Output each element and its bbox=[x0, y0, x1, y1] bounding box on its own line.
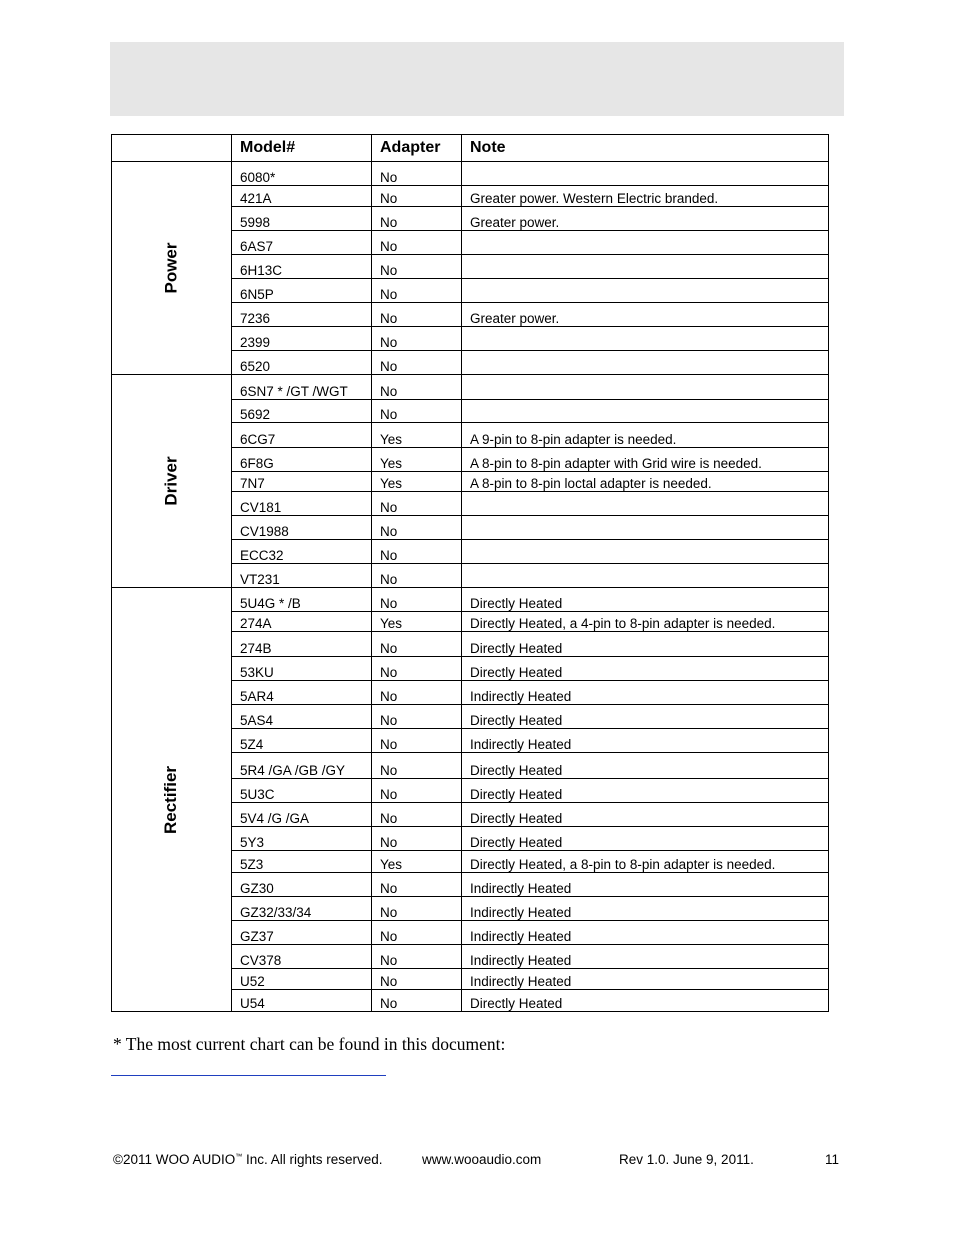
category-label: Driver bbox=[161, 456, 181, 506]
note-cell bbox=[462, 492, 829, 516]
adapter-cell: No bbox=[372, 207, 462, 231]
adapter-cell: No bbox=[372, 255, 462, 279]
model-cell: 6520 bbox=[232, 351, 372, 375]
adapter-cell: No bbox=[372, 657, 462, 681]
category-cell bbox=[112, 588, 232, 1012]
note-cell bbox=[462, 231, 829, 255]
note-cell: A 9-pin to 8-pin adapter is needed. bbox=[462, 423, 829, 448]
model-cell: 5U4G * /B bbox=[232, 588, 372, 612]
model-cell: VT231 bbox=[232, 564, 372, 588]
copyright-suffix: Inc. All rights reserved. bbox=[242, 1152, 383, 1167]
page-number: 11 bbox=[825, 1152, 840, 1167]
adapter-cell: Yes bbox=[372, 472, 462, 492]
note-cell: Directly Heated bbox=[462, 657, 829, 681]
adapter-cell: Yes bbox=[372, 423, 462, 448]
adapter-cell: No bbox=[372, 351, 462, 375]
model-cell: 6H13C bbox=[232, 255, 372, 279]
model-cell: 274A bbox=[232, 612, 372, 632]
note-cell bbox=[462, 400, 829, 423]
adapter-cell: No bbox=[372, 873, 462, 897]
note-cell: Greater power. bbox=[462, 303, 829, 327]
model-cell: 5Z3 bbox=[232, 851, 372, 873]
note-cell bbox=[462, 327, 829, 351]
header-band bbox=[110, 42, 844, 116]
model-cell: U54 bbox=[232, 990, 372, 1012]
category-cell bbox=[112, 162, 232, 375]
model-cell: GZ37 bbox=[232, 921, 372, 945]
note-cell bbox=[462, 255, 829, 279]
note-cell: A 8-pin to 8-pin loctal adapter is needed. bbox=[462, 472, 829, 492]
category-header bbox=[112, 135, 232, 162]
table-header-row bbox=[112, 135, 829, 162]
table-row bbox=[112, 375, 829, 400]
table-row bbox=[112, 162, 829, 186]
note-cell bbox=[462, 564, 829, 588]
note-cell: Indirectly Heated bbox=[462, 969, 829, 990]
model-cell: 6F8G bbox=[232, 448, 372, 472]
adapter-cell: No bbox=[372, 990, 462, 1012]
adapter-cell: No bbox=[372, 279, 462, 303]
note-cell bbox=[462, 540, 829, 564]
adapter-cell: No bbox=[372, 945, 462, 969]
adapter-cell: Yes bbox=[372, 612, 462, 632]
table-body bbox=[112, 162, 829, 1012]
category-label: Power bbox=[161, 242, 181, 294]
model-cell: 274B bbox=[232, 632, 372, 657]
adapter-cell: No bbox=[372, 705, 462, 729]
adapter-cell: No bbox=[372, 564, 462, 588]
note-cell: Indirectly Heated bbox=[462, 897, 829, 921]
model-cell: 6SN7 * /GT /WGT bbox=[232, 375, 372, 400]
model-cell: 5AR4 bbox=[232, 681, 372, 705]
note-cell: Directly Heated bbox=[462, 588, 829, 612]
note-header: Note bbox=[462, 135, 829, 162]
model-cell: GZ32/33/34 bbox=[232, 897, 372, 921]
footnote: * The most current chart can be found in this document: bbox=[113, 1034, 506, 1054]
adapter-cell: No bbox=[372, 588, 462, 612]
adapter-cell: No bbox=[372, 827, 462, 851]
adapter-cell: No bbox=[372, 729, 462, 753]
model-cell: 5AS4 bbox=[232, 705, 372, 729]
model-cell: 6CG7 bbox=[232, 423, 372, 448]
adapter-cell: No bbox=[372, 897, 462, 921]
adapter-cell: No bbox=[372, 632, 462, 657]
note-cell: Indirectly Heated bbox=[462, 921, 829, 945]
note-cell bbox=[462, 162, 829, 186]
adapter-cell: No bbox=[372, 492, 462, 516]
model-header: Model# bbox=[232, 135, 372, 162]
footer-revision: Rev 1.0. June 9, 2011. bbox=[619, 1152, 754, 1167]
model-cell: 7N7 bbox=[232, 472, 372, 492]
adapter-header: Adapter bbox=[372, 135, 462, 162]
model-cell: 5Y3 bbox=[232, 827, 372, 851]
adapter-cell: No bbox=[372, 753, 462, 779]
model-cell: 5U3C bbox=[232, 779, 372, 803]
model-cell: 6AS7 bbox=[232, 231, 372, 255]
note-cell: Indirectly Heated bbox=[462, 945, 829, 969]
table-row bbox=[112, 588, 829, 612]
model-cell: 2399 bbox=[232, 327, 372, 351]
note-cell: Directly Heated bbox=[462, 827, 829, 851]
category-label: Rectifier bbox=[161, 765, 181, 834]
model-cell: GZ30 bbox=[232, 873, 372, 897]
adapter-cell: No bbox=[372, 231, 462, 255]
model-cell: 421A bbox=[232, 186, 372, 207]
adapter-cell: No bbox=[372, 327, 462, 351]
adapter-cell: No bbox=[372, 779, 462, 803]
model-cell: 5998 bbox=[232, 207, 372, 231]
model-cell: CV378 bbox=[232, 945, 372, 969]
footer-copyright bbox=[113, 1152, 383, 1167]
model-cell: 6N5P bbox=[232, 279, 372, 303]
footer-website: www.wooaudio.com bbox=[422, 1152, 542, 1167]
adapter-cell: No bbox=[372, 540, 462, 564]
model-cell: 5Z4 bbox=[232, 729, 372, 753]
note-cell: Directly Heated, a 4-pin to 8-pin adapter is needed. bbox=[462, 612, 829, 632]
adapter-cell: No bbox=[372, 162, 462, 186]
note-cell: Greater power. Western Electric branded. bbox=[462, 186, 829, 207]
note-cell bbox=[462, 351, 829, 375]
document-link[interactable] bbox=[111, 1075, 386, 1076]
model-cell: 7236 bbox=[232, 303, 372, 327]
copyright-text: ©2011 WOO AUDIO bbox=[113, 1152, 236, 1167]
model-cell: ECC32 bbox=[232, 540, 372, 564]
note-cell bbox=[462, 279, 829, 303]
adapter-cell: No bbox=[372, 186, 462, 207]
model-cell: U52 bbox=[232, 969, 372, 990]
adapter-cell: No bbox=[372, 303, 462, 327]
category-cell bbox=[112, 375, 232, 588]
note-cell: Directly Heated bbox=[462, 632, 829, 657]
tube-compatibility-table bbox=[111, 134, 829, 1012]
note-cell: Directly Heated bbox=[462, 803, 829, 827]
note-cell: A 8-pin to 8-pin adapter with Grid wire is needed. bbox=[462, 448, 829, 472]
model-cell: 53KU bbox=[232, 657, 372, 681]
note-cell: Indirectly Heated bbox=[462, 681, 829, 705]
trademark-mark: ™ bbox=[235, 1153, 243, 1161]
adapter-cell: No bbox=[372, 803, 462, 827]
note-cell: Indirectly Heated bbox=[462, 729, 829, 753]
note-cell: Greater power. bbox=[462, 207, 829, 231]
model-cell: 6080* bbox=[232, 162, 372, 186]
note-cell bbox=[462, 375, 829, 400]
adapter-cell: Yes bbox=[372, 448, 462, 472]
adapter-cell: No bbox=[372, 681, 462, 705]
model-cell: 5V4 /G /GA bbox=[232, 803, 372, 827]
adapter-cell: No bbox=[372, 921, 462, 945]
note-cell: Directly Heated bbox=[462, 705, 829, 729]
adapter-cell: No bbox=[372, 969, 462, 990]
note-cell: Directly Heated bbox=[462, 753, 829, 779]
adapter-cell: No bbox=[372, 400, 462, 423]
note-cell: Directly Heated, a 8-pin to 8-pin adapter is needed. bbox=[462, 851, 829, 873]
adapter-cell: No bbox=[372, 516, 462, 540]
adapter-cell: No bbox=[372, 375, 462, 400]
note-cell: Directly Heated bbox=[462, 990, 829, 1012]
note-cell: Indirectly Heated bbox=[462, 873, 829, 897]
model-cell: CV1988 bbox=[232, 516, 372, 540]
adapter-cell: Yes bbox=[372, 851, 462, 873]
model-cell: CV181 bbox=[232, 492, 372, 516]
model-cell: 5R4 /GA /GB /GY bbox=[232, 753, 372, 779]
note-cell: Directly Heated bbox=[462, 779, 829, 803]
model-cell: 5692 bbox=[232, 400, 372, 423]
note-cell bbox=[462, 516, 829, 540]
